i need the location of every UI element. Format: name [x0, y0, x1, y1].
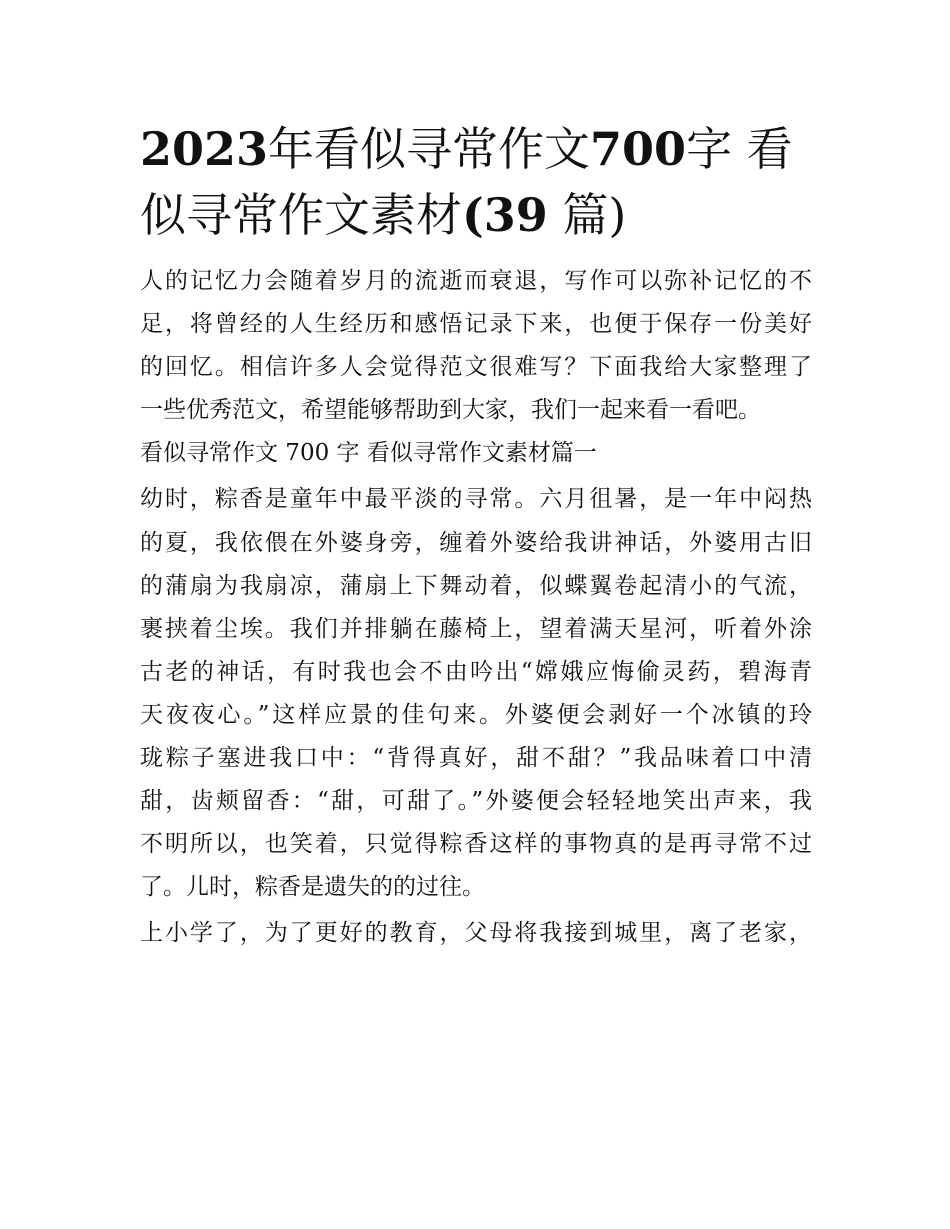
text-line: 幼时，粽香是童年中最平淡的寻常。六月徂暑，是一年中闷热: [140, 486, 812, 513]
text-line: 上小学了，为了更好的教育，父母将我接到城里，离了老家，: [140, 920, 812, 947]
title-line: [140, 182, 812, 248]
title-text: 字 看: [686, 122, 793, 176]
text-line: 了。儿时，粽香是遗失的的过往。: [140, 874, 485, 901]
section-heading: [140, 432, 812, 475]
text-line: 看似寻常作文 700 字 看似寻常作文素材篇一: [140, 440, 597, 467]
title-year: 2023: [140, 122, 269, 176]
title-text: 年看似寻常作文: [268, 122, 591, 176]
text-line: 甜，齿颊留香：“甜，可甜了。”外婆便会轻轻地笑出声来，我: [140, 788, 812, 815]
text-line: 足，将曾经的人生经历和感悟记录下来，也便于保存一份美好: [140, 311, 812, 338]
text-line: 裹挟着尘埃。我们并排躺在藤椅上，望着满天星河，听着外涂: [140, 615, 812, 642]
title-count: (39: [462, 188, 548, 242]
text-line: 珑粽子塞进我口中：“背得真好，甜不甜？”我品味着口中清: [140, 745, 812, 772]
title-number: 700: [590, 122, 687, 176]
text-line: 不明所以，也笑着，只觉得粽香这样的事物真的是再寻常不过: [140, 831, 812, 858]
title-text: 篇): [547, 188, 627, 242]
text-line: 的蒲扇为我扇凉，蒲扇上下舞动着，似蝶翼卷起清小的气流，: [140, 572, 812, 599]
text-line: 天夜夜心。”这样应景的佳句来。外婆便会剥好一个冰镇的玲: [140, 701, 812, 728]
intro-paragraph: [140, 260, 812, 432]
document-page: [140, 116, 812, 956]
title-line: [140, 116, 812, 182]
text-line: 一些优秀范文，希望能够帮助到大家，我们一起来看一看吧。: [140, 397, 761, 424]
text-line: 古老的神话，有时我也会不由吟出“嫦娥应悔偷灵药，碧海青: [140, 658, 812, 685]
text-line: 的回忆。相信许多人会觉得范文很难写？下面我给大家整理了: [140, 354, 812, 381]
body-paragraph: [140, 478, 812, 909]
body-paragraph: [140, 912, 812, 955]
text-line: 人的记忆力会随着岁月的流逝而衰退，写作可以弥补记忆的不: [140, 268, 812, 294]
title-text: 似寻常作文素材: [140, 188, 462, 242]
document-title: [140, 116, 812, 248]
text-line: 的夏，我依偎在外婆身旁，缠着外婆给我讲神话，外婆用古旧: [140, 529, 812, 556]
